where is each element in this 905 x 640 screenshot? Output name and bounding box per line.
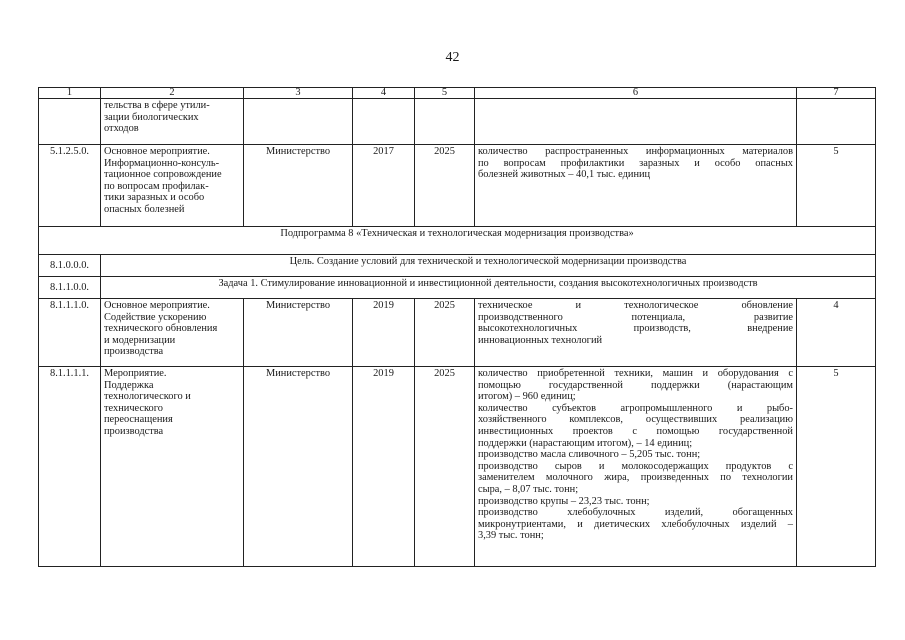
measure-name: [101, 367, 244, 567]
table-row: [39, 145, 876, 227]
measure-name-line: отходов: [104, 123, 139, 135]
indicator-line: количество приобретенной техники, машин и оборудования с: [478, 368, 793, 379]
page-number: 42: [445, 50, 460, 65]
task-text: Задача 1. Стимулирование инновационной и инвестиционной деятельности, создания высокотехнологичных производств: [101, 277, 876, 299]
measure-name-line: тики заразных и особо: [104, 192, 205, 204]
indicator-line: микронутриентами, и диетических хлебобулочных изделий –: [478, 518, 793, 530]
indicator-line: помощью государственной поддержки (нарастающим: [478, 379, 793, 391]
measure-code: 8.1.1.1.1.: [39, 367, 101, 567]
measure-goal-ref: 5: [797, 145, 876, 227]
goal-code: 8.1.0.0.0.: [39, 255, 101, 277]
measure-start-year: 2019: [353, 367, 415, 567]
measure-name-line: Поддержка: [104, 379, 154, 391]
indicator-line: итогом) – 960 единиц;: [478, 391, 576, 403]
measure-code: 5.1.2.5.0.: [39, 145, 101, 227]
measure-end-year: 2025: [415, 299, 475, 367]
column-number: 4: [353, 88, 415, 99]
goal-row: [39, 255, 876, 277]
measure-start-year: [353, 99, 415, 145]
measure-name-line: технологического и: [104, 391, 191, 403]
indicator-line: количество распространенных информационных материалов: [478, 146, 793, 157]
indicator-line: производственного потенциала, развитие: [478, 311, 793, 323]
measure-name: [101, 99, 244, 145]
measure-code: 8.1.1.1.0.: [39, 299, 101, 367]
measure-name-line: производства: [104, 346, 164, 358]
table-row: [39, 99, 876, 145]
measure-name-line: зации биологических: [104, 111, 199, 123]
column-number: 1: [39, 88, 101, 99]
column-number: 7: [797, 88, 876, 99]
measure-name-line: опасных болезней: [104, 203, 185, 215]
subprogram-row: [39, 227, 876, 255]
measure-indicators: [475, 145, 797, 227]
measure-name: [101, 299, 244, 367]
indicator-line: инвестиционных проектов с помощью государственной: [478, 425, 793, 437]
indicator-line: производство крупы – 23,23 тыс. тонн;: [478, 495, 650, 507]
measure-name-line: переоснащения: [104, 414, 173, 426]
indicator-line: по вопросам профилактики заразных и особо опасных: [478, 157, 793, 169]
column-number-row: [39, 88, 876, 99]
table-row: [39, 367, 876, 567]
goal-text: Цель. Создание условий для технической и технологической модернизации производства: [101, 255, 876, 277]
measure-name-line: по вопросам профилак-: [104, 180, 209, 192]
indicator-line: производство сыров и молокосодержащих продуктов с: [478, 460, 793, 472]
measure-end-year: [415, 99, 475, 145]
measure-name-line: Мероприятие.: [104, 368, 167, 379]
measure-goal-ref: 4: [797, 299, 876, 367]
indicator-line: количество субъектов агропромышленного и рыбо-: [478, 402, 793, 414]
indicator-line: 3,39 тыс. тонн;: [478, 530, 544, 542]
measure-executor: Министерство: [244, 299, 353, 367]
measure-goal-ref: [797, 99, 876, 145]
indicator-line: производство хлебобулочных изделий, обогащенных: [478, 507, 793, 519]
task-code: 8.1.1.0.0.: [39, 277, 101, 299]
measure-indicators: [475, 299, 797, 367]
column-number: 5: [415, 88, 475, 99]
indicator-line: поддержки (нарастающим итогом), – 14 единиц;: [478, 437, 693, 449]
indicator-line: производство масла сливочного – 5,205 тыс. тонн;: [478, 449, 701, 461]
indicator-line: техническое и технологическое обновление: [478, 300, 793, 311]
measure-end-year: 2025: [415, 145, 475, 227]
measure-code: [39, 99, 101, 145]
measure-name-line: тельства в сфере утили-: [104, 100, 210, 111]
column-number: 2: [101, 88, 244, 99]
measure-executor: [244, 99, 353, 145]
measure-name-line: Основное мероприятие.: [104, 300, 210, 311]
measure-executor: Министерство: [244, 367, 353, 567]
measure-indicators: [475, 99, 797, 145]
column-number: 3: [244, 88, 353, 99]
indicator-line: хозяйственного комплексов, осуществивших реализацию: [478, 414, 793, 426]
measure-start-year: 2019: [353, 299, 415, 367]
indicator-line: болезней животных – 40,1 тыс. единиц: [478, 169, 651, 181]
measure-start-year: 2017: [353, 145, 415, 227]
measure-name-line: производства: [104, 425, 164, 437]
program-measures-table: [38, 87, 876, 567]
task-row: [39, 277, 876, 299]
measure-name-line: технического обновления: [104, 323, 218, 335]
measure-indicators: [475, 367, 797, 567]
subprogram-title: Подпрограмма 8 «Техническая и технологическая модернизация производства»: [39, 227, 876, 255]
measure-goal-ref: 5: [797, 367, 876, 567]
measure-end-year: 2025: [415, 367, 475, 567]
table-row: [39, 299, 876, 367]
measure-name-line: Содействие ускорению: [104, 311, 207, 323]
indicator-line: сыра, – 8,07 тыс. тонн;: [478, 483, 579, 495]
measure-name-line: Основное мероприятие.: [104, 146, 210, 157]
measure-name-line: и модернизации: [104, 334, 176, 346]
column-number: 6: [475, 88, 797, 99]
measure-name-line: Информационно-консуль-: [104, 157, 220, 169]
measure-name-line: технического: [104, 402, 163, 414]
indicator-line: заменителем молочного жира, произведенных по технологии: [478, 472, 793, 484]
indicator-line: инновационных технологий: [478, 334, 603, 346]
measure-executor: Министерство: [244, 145, 353, 227]
indicator-line: высокотехнологичных производств, внедрение: [478, 323, 793, 335]
measure-name: [101, 145, 244, 227]
measure-name-line: тационное сопровождение: [104, 169, 222, 181]
